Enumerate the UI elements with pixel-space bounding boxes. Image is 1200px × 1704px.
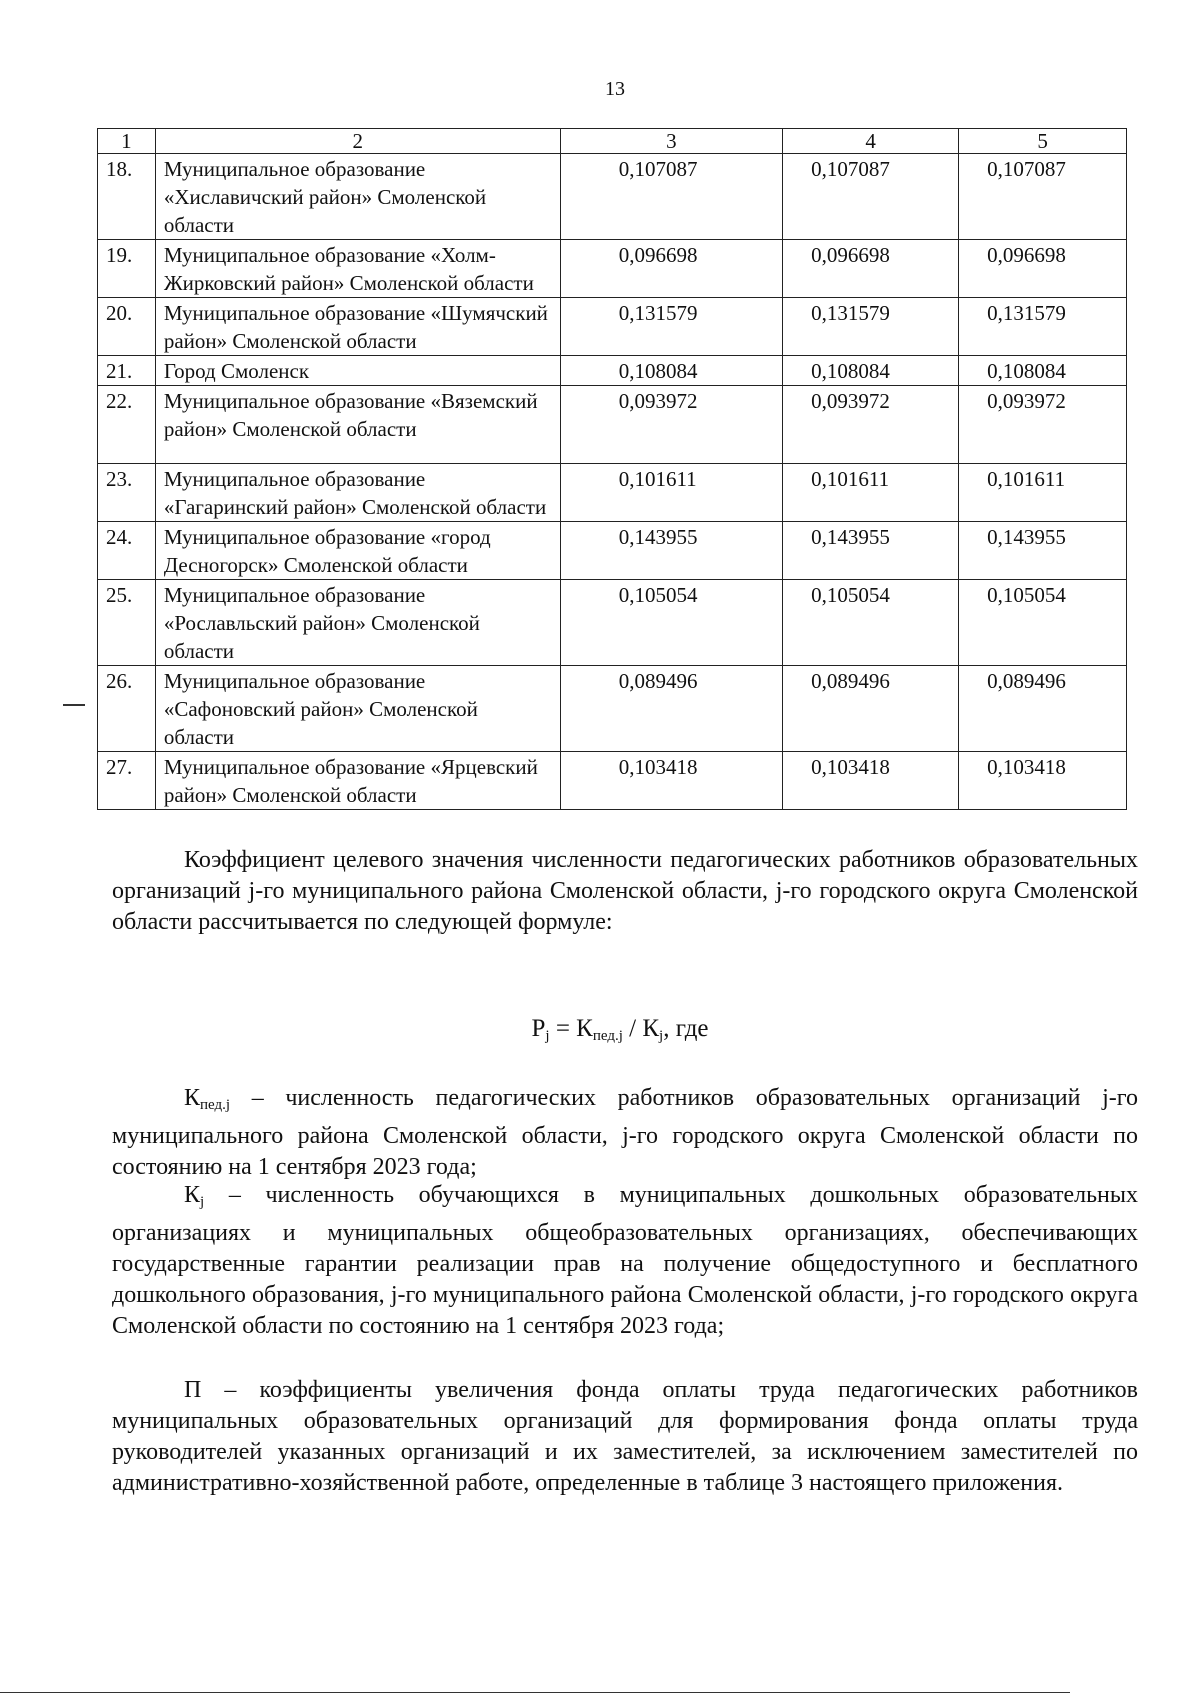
value-col-5: 0,108084 — [959, 356, 1127, 386]
definition-subscript: пед.j — [200, 1097, 231, 1113]
municipality-name: Муниципальное образование «город Десногорск» Смоленской области — [155, 522, 560, 580]
formula-k2-sub: j — [659, 1028, 664, 1044]
value-col-3: 0,143955 — [560, 522, 782, 580]
table-row — [98, 752, 1127, 810]
value-col-5: 0,101611 — [959, 464, 1127, 522]
definition-text: – численность обучающихся в муниципальных дошкольных образовательных организациях и муниципальных общеобразовательных организациях, обеспечивающих государственные гарантии реализации прав на получение общедоступного и бесплатного дошкольного образования, j-го муниципального района Смоленской области, j-го городского округа Смоленской области по состоянию на 1 сентября 2023 года; — [112, 1182, 1138, 1339]
definition-kj — [112, 1180, 1138, 1342]
municipality-name: Муниципальное образование «Гагаринский район» Смоленской области — [155, 464, 560, 522]
header-col-5: 5 — [959, 129, 1127, 154]
value-col-3: 0,131579 — [560, 298, 782, 356]
row-number: 21. — [98, 356, 156, 386]
header-col-4: 4 — [783, 129, 959, 154]
definition-symbol: К — [184, 1182, 201, 1208]
formula — [0, 1015, 1200, 1045]
table-row — [98, 580, 1127, 666]
value-col-3: 0,101611 — [560, 464, 782, 522]
table-row — [98, 298, 1127, 356]
row-number: 24. — [98, 522, 156, 580]
definition-subscript: j — [200, 1194, 205, 1210]
row-number: 26. — [98, 666, 156, 752]
value-col-4: 0,105054 — [783, 580, 959, 666]
value-col-5: 0,096698 — [959, 240, 1127, 298]
value-col-3: 0,103418 — [560, 752, 782, 810]
table-row — [98, 522, 1127, 580]
value-col-5: 0,093972 — [959, 386, 1127, 464]
value-col-4: 0,107087 — [783, 154, 959, 240]
page-number: 13 — [605, 78, 625, 100]
table-row — [98, 386, 1127, 464]
value-col-5: 0,089496 — [959, 666, 1127, 752]
definition-text: – численность педагогических работников образовательных организаций j-го муниципального района Смоленской области, j-го городского округа Смоленской области по состоянию на 1 сентября 2023 года; — [112, 1085, 1138, 1180]
table-row — [98, 666, 1127, 752]
value-col-5: 0,107087 — [959, 154, 1127, 240]
intro-paragraph: Коэффициент целевого значения численности педагогических работников образовательных организаций j-го муниципального района Смоленской области, j-го городского округа Смоленской области рассчитывается по следующей формуле: — [112, 847, 1138, 935]
value-col-4: 0,143955 — [783, 522, 959, 580]
value-col-4: 0,096698 — [783, 240, 959, 298]
value-col-3: 0,105054 — [560, 580, 782, 666]
value-col-4: 0,103418 — [783, 752, 959, 810]
municipality-name: Муниципальное образование «Шумячский район» Смоленской области — [155, 298, 560, 356]
table-row — [98, 464, 1127, 522]
row-number: 22. — [98, 386, 156, 464]
municipality-name: Муниципальное образование «Холм-Жирковский район» Смоленской области — [155, 240, 560, 298]
value-col-3: 0,107087 — [560, 154, 782, 240]
formula-eq: = К — [549, 1015, 593, 1042]
definition-symbol: П — [184, 1377, 202, 1403]
formula-slash: / К — [622, 1015, 660, 1042]
table-row — [98, 356, 1127, 386]
table-header-row — [98, 129, 1127, 154]
value-col-3: 0,096698 — [560, 240, 782, 298]
value-col-3: 0,089496 — [560, 666, 782, 752]
municipality-name: Муниципальное образование «Хиславичский район» Смоленской области — [155, 154, 560, 240]
municipality-name: Муниципальное образование «Вяземский район» Смоленской области — [155, 386, 560, 464]
table-row — [98, 240, 1127, 298]
value-col-5: 0,143955 — [959, 522, 1127, 580]
value-col-5: 0,103418 — [959, 752, 1127, 810]
municipality-name: Муниципальное образование «Рославльский район» Смоленской области — [155, 580, 560, 666]
header-col-2: 2 — [155, 129, 560, 154]
value-col-4: 0,108084 — [783, 356, 959, 386]
formula-p: P — [531, 1015, 546, 1042]
definition-kped — [112, 1083, 1138, 1183]
row-number: 18. — [98, 154, 156, 240]
formula-tail: , где — [663, 1015, 709, 1042]
value-col-3: 0,093972 — [560, 386, 782, 464]
header-col-1: 1 — [98, 129, 156, 154]
value-col-5: 0,131579 — [959, 298, 1127, 356]
row-number: 20. — [98, 298, 156, 356]
value-col-4: 0,093972 — [783, 386, 959, 464]
municipality-name: Город Смоленск — [155, 356, 560, 386]
scan-mark — [63, 704, 85, 706]
definition-symbol: К — [184, 1085, 201, 1111]
value-col-5: 0,105054 — [959, 580, 1127, 666]
value-col-3: 0,108084 — [560, 356, 782, 386]
definition-p — [112, 1375, 1138, 1499]
header-col-3: 3 — [560, 129, 782, 154]
formula-k1-sub: пед.j — [592, 1028, 623, 1044]
row-number: 23. — [98, 464, 156, 522]
municipality-name: Муниципальное образование «Ярцевский район» Смоленской области — [155, 752, 560, 810]
definition-text: – коэффициенты увеличения фонда оплаты труда педагогических работников муниципальных образовательных организаций для формирования фонда оплаты труда руководителей указанных организаций и их заместителей, за исключением заместителей по административно-хозяйственной работе, определенные в таблице 3 настоящего приложения. — [112, 1377, 1138, 1496]
row-number: 25. — [98, 580, 156, 666]
table-row — [98, 154, 1127, 240]
value-col-4: 0,101611 — [783, 464, 959, 522]
value-col-4: 0,131579 — [783, 298, 959, 356]
municipality-name: Муниципальное образование «Сафоновский район» Смоленской области — [155, 666, 560, 752]
coefficients-table — [97, 128, 1127, 810]
row-number: 27. — [98, 752, 156, 810]
row-number: 19. — [98, 240, 156, 298]
formula-p-sub: j — [545, 1028, 550, 1044]
scan-edge-line — [0, 1692, 1070, 1693]
value-col-4: 0,089496 — [783, 666, 959, 752]
